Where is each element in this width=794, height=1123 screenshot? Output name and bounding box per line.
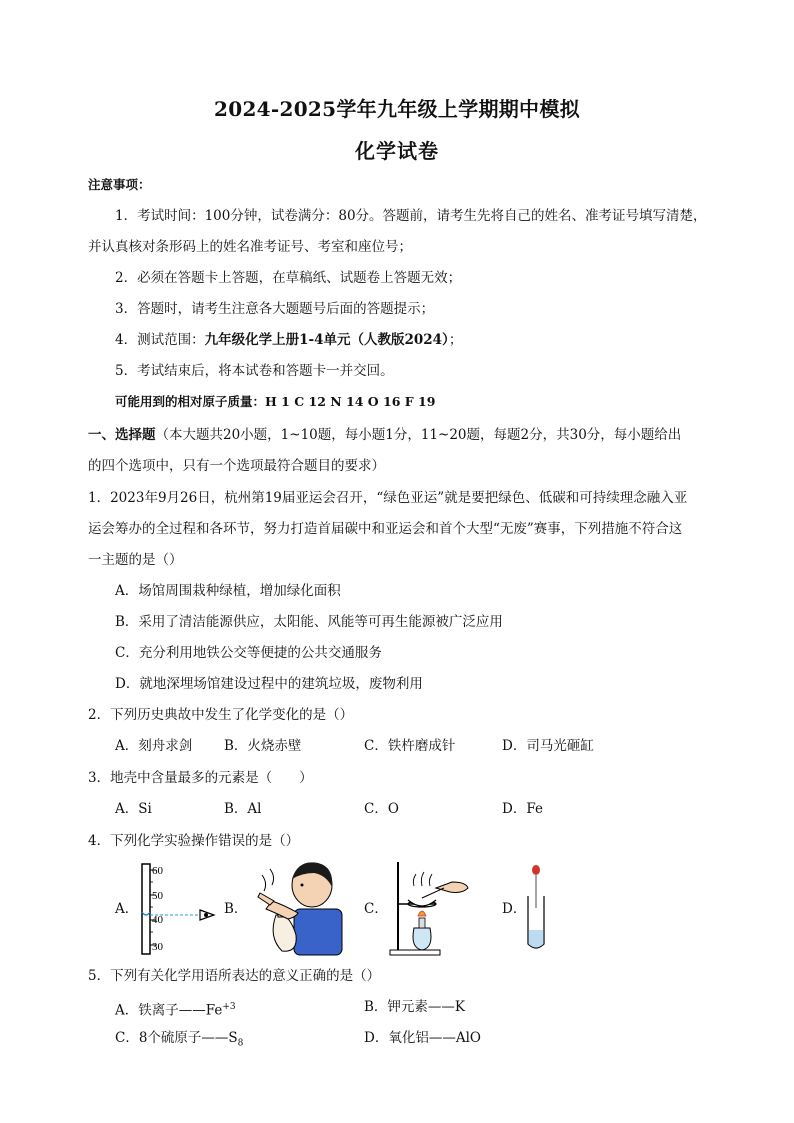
boy-shirt — [294, 909, 342, 955]
notice-item-1-line-1: 1．考试时间：100分钟，试卷满分：80分。答题前，请考生先将自己的姓名、准考证号填写清楚， — [115, 208, 707, 224]
q1-option-b: B．采用了清洁能源供应，太阳能、风能等可再生能源被广泛应用 — [115, 614, 503, 630]
alcohol-lamp — [413, 928, 431, 950]
liquid-meniscus — [142, 912, 150, 915]
q3-option-b: B．Al — [224, 801, 262, 817]
q1-stem-line-2: 运会筹办的全过程和各环节，努力打造首届碳中和亚运会和首个大型“无废”赛事，下列措施不符合这 — [88, 521, 683, 537]
q5-option-c-subscript: 8 — [237, 1038, 244, 1049]
section-1-heading — [88, 425, 681, 445]
boy-smelling-flask-figure — [248, 857, 346, 957]
q4-option-c-label: C． — [364, 901, 388, 917]
q2-option-c: C．铁杵磨成针 — [364, 738, 456, 754]
lamp-wick-holder — [419, 918, 425, 928]
notice-item-2: 2．必须在答题卡上答题，在草稿纸、试题卷上答题无效； — [115, 270, 462, 286]
q1-option-d: D．就地深埋场馆建设过程中的建筑垃圾，废物利用 — [115, 676, 423, 692]
glass-rod — [422, 888, 444, 898]
q1-stem-line-3: 一主题的是（） — [88, 552, 183, 568]
q4-option-b-label: B． — [224, 901, 248, 917]
evaporating-dish-heating-figure — [386, 858, 470, 956]
q3-option-a: A．Si — [115, 801, 152, 817]
notice-item-4-prefix: 4．测试范围： — [115, 332, 205, 348]
q5-option-c — [115, 1028, 243, 1054]
flame-icon — [418, 911, 426, 916]
atomic-mass-line: 可能用到的相对原子质量：H 1 C 12 N 14 O 16 F 19 — [115, 394, 436, 409]
tick-label-50: 50 — [152, 890, 163, 902]
flask — [273, 915, 296, 951]
notice-item-1-line-2: 并认真核对条形码上的姓名准考证号、考室和座位号； — [88, 239, 412, 255]
q3-option-d: D．Fe — [502, 801, 543, 817]
q5-option-c-text: C．8个硫原子——S — [115, 1030, 238, 1046]
notice-item-4-suffix: ； — [448, 332, 463, 348]
q1-option-c: C．充分利用地铁公交等便捷的公共交通服务 — [115, 645, 382, 661]
q4-option-d-label: D． — [502, 901, 527, 917]
section-1-title: 一、选择题 — [88, 427, 156, 443]
vapor-lines — [262, 869, 274, 891]
hand-with-rod — [436, 882, 468, 893]
stand-base — [390, 950, 440, 955]
tick-label-30: 30 — [152, 941, 163, 953]
evaporating-dish — [408, 900, 436, 906]
q2-stem: 2．下列历史典故中发生了化学变化的是（） — [88, 707, 354, 723]
notice-item-5: 5．考试结束后，将本试卷和答题卡一并交回。 — [115, 363, 394, 379]
q5-option-b: B．钾元素——K — [364, 999, 466, 1015]
tube-liquid — [529, 930, 544, 948]
q5-option-a-charge: +3 — [222, 1002, 236, 1012]
boy-eye-icon — [301, 884, 304, 887]
graduated-cylinder-reading-figure — [134, 860, 224, 956]
notice-item-4-scope: 九年级化学上册1-4单元（人教版2024） — [204, 332, 449, 348]
q3-stem: 3．地壳中含量最多的元素是（ ） — [88, 770, 313, 786]
section-1-instructions-line-2: 的四个选项中，只有一个选项最符合题目的要求） — [88, 458, 385, 474]
q4-stem: 4．下列化学实验操作错误的是（） — [88, 833, 300, 849]
dropper-test-tube-figure — [524, 864, 548, 954]
q5-option-d: D．氧化铝——AlO — [364, 1030, 481, 1046]
q2-option-a: A．刻舟求剑 — [115, 738, 193, 754]
q2-option-d: D．司马光砸缸 — [502, 738, 594, 754]
q1-option-a: A．场馆周围栽种绿植，增加绿化面积 — [115, 583, 341, 599]
steam-lines — [413, 872, 432, 886]
waving-hand — [258, 893, 274, 905]
q1-stem-line-1: 1．2023年9月26日，杭州第19届亚运会召开，“绿色亚运”就是要把绿色、低碳和可持续理念融入亚 — [88, 490, 688, 506]
q5-stem: 5．下列有关化学用语所表达的意义正确的是（） — [88, 968, 381, 984]
q5-option-a — [115, 997, 236, 1021]
section-1-instructions: （本大题共20小题，1~10题，每小题1分，11~20题，每题2分，共30分，每小题给出 — [155, 427, 682, 443]
cylinder-body — [142, 864, 150, 954]
eye-pupil-icon — [204, 913, 208, 917]
tick-label-40: 40 — [152, 914, 163, 926]
dropper-bulb — [532, 865, 540, 875]
q5-option-a-text: A．铁离子——Fe — [115, 1002, 223, 1019]
q3-option-c: C．O — [364, 801, 399, 817]
exam-title: 2024-2025学年九年级上学期期中模拟 — [214, 97, 580, 121]
exam-subtitle: 化学试卷 — [355, 139, 439, 163]
notice-item-3: 3．答题时，请考生注意各大题题号后面的答题提示； — [115, 301, 435, 317]
notice-heading: 注意事项： — [88, 177, 151, 192]
q2-option-b: B．火烧赤壁 — [224, 738, 302, 754]
notice-item-4 — [115, 330, 462, 350]
q4-option-a-label: A． — [115, 901, 139, 917]
tick-label-60: 60 — [152, 865, 163, 877]
